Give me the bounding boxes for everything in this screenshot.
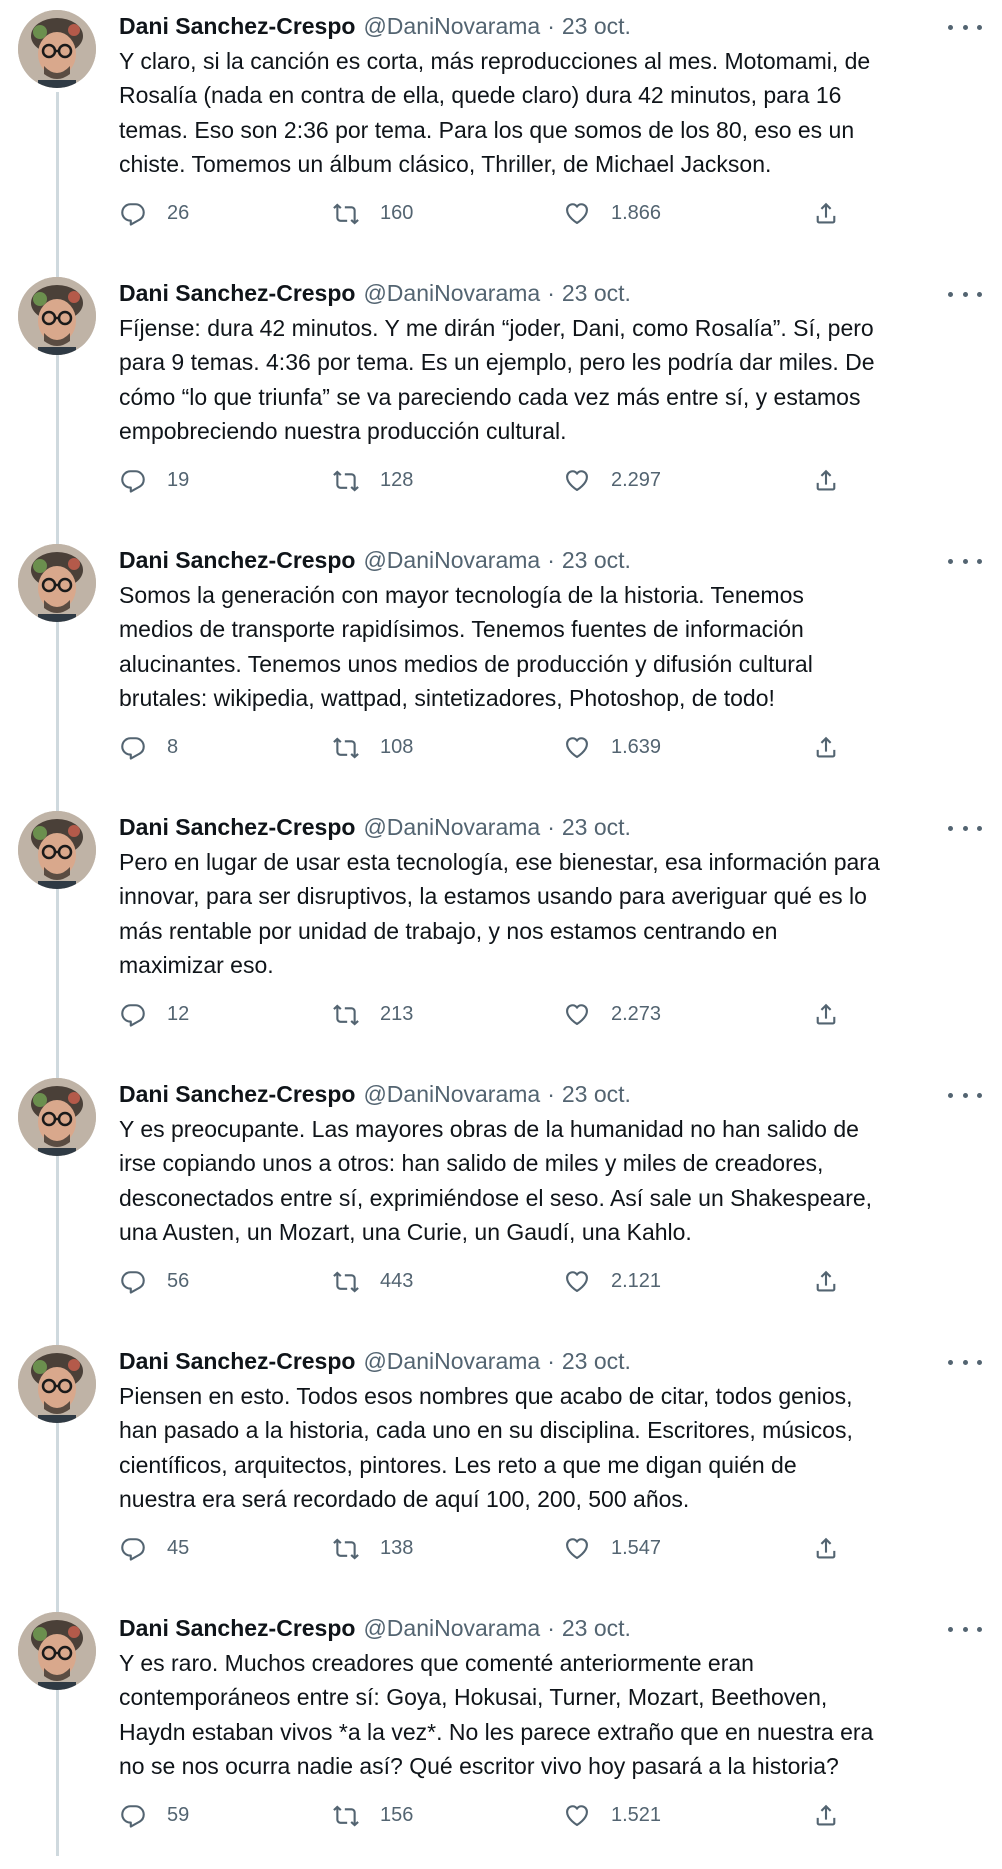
avatar-photo (18, 277, 96, 355)
retweet-icon (332, 1267, 360, 1295)
retweet-button[interactable] (332, 1531, 413, 1565)
reply-count: 26 (167, 201, 190, 224)
like-button[interactable] (563, 1264, 661, 1298)
share-icon (812, 199, 840, 227)
author-handle[interactable]: @DaniNovarama (363, 1348, 541, 1374)
tweet-actions (119, 1798, 859, 1832)
retweet-count: 213 (380, 1002, 414, 1025)
reply-button[interactable] (119, 1264, 189, 1298)
like-icon (563, 1000, 591, 1028)
reply-icon (119, 1801, 147, 1829)
tweet[interactable] (0, 1602, 1002, 1869)
tweet-text: Pero en lugar de usar esta tecnología, ese bienestar, esa información para innovar, para ser disruptivos, la estamos usando para averiguar qué es lo más rentable por unidad de trabajo, y nos estamos centrando en maximizar eso. (119, 849, 880, 979)
reply-button[interactable] (119, 463, 189, 497)
tweet-date[interactable]: 23 oct. (561, 1615, 631, 1641)
tweet[interactable] (0, 534, 1002, 801)
tweet-header (119, 1612, 631, 1644)
more-icon[interactable] (948, 1618, 982, 1640)
tweet-date[interactable]: 23 oct. (561, 13, 631, 39)
avatar[interactable] (18, 10, 96, 88)
avatar-photo (18, 10, 96, 88)
share-icon (812, 1267, 840, 1295)
tweet-date[interactable]: 23 oct. (561, 1348, 631, 1374)
like-icon (563, 733, 591, 761)
retweet-icon (332, 1534, 360, 1562)
reply-button[interactable] (119, 1531, 189, 1565)
reply-button[interactable] (119, 1798, 189, 1832)
header-separator: · (547, 814, 555, 840)
tweet-header (119, 811, 631, 843)
share-icon (812, 1534, 840, 1562)
author-handle[interactable]: @DaniNovarama (363, 814, 541, 840)
tweet-header (119, 277, 631, 309)
avatar-photo (18, 811, 96, 889)
avatar-photo (18, 1078, 96, 1156)
header-separator: · (547, 547, 555, 573)
reply-count: 19 (167, 468, 190, 491)
tweet-text: Y claro, si la canción es corta, más reproducciones al mes. Motomami, de Rosalía (nada en contra de ella, quede claro) dura 42 minutos, para 16 temas. Eso son 2:36 por tema. Para los que somos de los 80, eso es un chiste. Tomemos un álbum clásico, Thriller, de Michael Jackson. (119, 48, 871, 178)
tweet-header (119, 544, 631, 576)
author-handle[interactable]: @DaniNovarama (363, 547, 541, 573)
retweet-icon (332, 1000, 360, 1028)
retweet-count: 128 (380, 468, 414, 491)
share-icon (812, 466, 840, 494)
author-handle[interactable]: @DaniNovarama (363, 13, 541, 39)
tweet-actions (119, 997, 859, 1031)
like-icon (563, 1534, 591, 1562)
retweet-button[interactable] (332, 1798, 413, 1832)
avatar[interactable] (18, 811, 96, 889)
avatar[interactable] (18, 544, 96, 622)
like-button[interactable] (563, 997, 661, 1031)
header-separator: · (547, 280, 555, 306)
reply-count: 45 (167, 1536, 190, 1559)
like-count: 1.547 (611, 1536, 662, 1559)
share-icon (812, 733, 840, 761)
share-icon (812, 1801, 840, 1829)
retweet-count: 108 (380, 735, 414, 758)
like-icon (563, 1267, 591, 1295)
tweet-text: Y es raro. Muchos creadores que comenté anteriormente eran contemporáneos entre sí: Goya, Hokusai, Turner, Mozart, Beethoven, Haydn estaban vivos *a la vez*. No les parece extraño que en nuestra era no se nos ocurra nadie así? Qué escritor vivo hoy pasará a la historia? (119, 1650, 874, 1780)
reply-icon (119, 1267, 147, 1295)
author-name[interactable]: Dani Sanchez-Crespo (119, 280, 356, 306)
header-separator: · (547, 1348, 555, 1374)
author-handle[interactable]: @DaniNovarama (363, 1615, 541, 1641)
retweet-button[interactable] (332, 1264, 413, 1298)
tweet[interactable] (0, 0, 1002, 267)
share-button[interactable] (812, 1798, 840, 1832)
like-button[interactable] (563, 196, 661, 230)
tweet-header (119, 1345, 631, 1377)
tweet-date[interactable]: 23 oct. (561, 814, 631, 840)
tweet[interactable] (0, 267, 1002, 534)
author-handle[interactable]: @DaniNovarama (363, 280, 541, 306)
avatar-photo (18, 1612, 96, 1690)
retweet-count: 443 (380, 1269, 414, 1292)
reply-icon (119, 199, 147, 227)
like-icon (563, 199, 591, 227)
like-icon (563, 1801, 591, 1829)
tweet-text: Piensen en esto. Todos esos nombres que acabo de citar, todos genios, han pasado a la historia, cada uno en su disciplina. Escritores, músicos, científicos, arquitectos, pintores. Les reto a que me digan quién de nuestra era será recordado de aquí 100, 200, 500 años. (119, 1383, 853, 1513)
author-name[interactable]: Dani Sanchez-Crespo (119, 814, 356, 840)
author-name[interactable]: Dani Sanchez-Crespo (119, 1081, 356, 1107)
retweet-button[interactable] (332, 463, 413, 497)
more-icon[interactable] (948, 283, 982, 305)
more-icon[interactable] (948, 817, 982, 839)
tweet-text: Fíjense: dura 42 minutos. Y me dirán “joder, Dani, como Rosalía”. Sí, pero para 9 temas. 4:36 por tema. Es un ejemplo, pero les podría dar miles. De cómo “lo que triunfa” se va pareciendo cada vez más entre sí, y estamos empobreciendo nuestra producción cultural. (119, 315, 875, 445)
share-icon (812, 1000, 840, 1028)
like-count: 1.521 (611, 1803, 662, 1826)
avatar[interactable] (18, 1345, 96, 1423)
tweet-date[interactable]: 23 oct. (561, 547, 631, 573)
header-separator: · (547, 1615, 555, 1641)
like-count: 2.273 (611, 1002, 662, 1025)
like-count: 1.639 (611, 735, 662, 758)
tweet-actions (119, 196, 859, 230)
avatar[interactable] (18, 1078, 96, 1156)
share-button[interactable] (812, 730, 840, 764)
tweet-actions (119, 1264, 859, 1298)
share-button[interactable] (812, 1264, 840, 1298)
retweet-count: 138 (380, 1536, 414, 1559)
author-handle[interactable]: @DaniNovarama (363, 1081, 541, 1107)
tweet-header (119, 10, 631, 42)
author-name[interactable]: Dani Sanchez-Crespo (119, 547, 356, 573)
avatar[interactable] (18, 277, 96, 355)
reply-icon (119, 466, 147, 494)
reply-icon (119, 1000, 147, 1028)
more-icon[interactable] (948, 16, 982, 38)
retweet-button[interactable] (332, 196, 413, 230)
avatar-photo (18, 1345, 96, 1423)
like-button[interactable] (563, 1531, 661, 1565)
tweet-text: Y es preocupante. Las mayores obras de la humanidad no han salido de irse copiando unos a otros: han salido de miles y miles de creadores, desconectados entre sí, exprimiéndose el seso. Así sale un Shakespeare, una Austen, un Mozart, una Curie, un Gaudí, una Kahlo. (119, 1116, 873, 1246)
retweet-button[interactable] (332, 997, 413, 1031)
tweet[interactable] (0, 1068, 1002, 1335)
tweet-actions (119, 730, 859, 764)
tweet-actions (119, 463, 859, 497)
retweet-icon (332, 1801, 360, 1829)
more-icon[interactable] (948, 1351, 982, 1373)
retweet-button[interactable] (332, 730, 413, 764)
author-name[interactable]: Dani Sanchez-Crespo (119, 1348, 356, 1374)
reply-icon (119, 733, 147, 761)
header-separator: · (547, 1081, 555, 1107)
tweet[interactable] (0, 801, 1002, 1068)
author-name[interactable]: Dani Sanchez-Crespo (119, 1615, 356, 1641)
share-button[interactable] (812, 1531, 840, 1565)
more-icon[interactable] (948, 1084, 982, 1106)
reply-button[interactable] (119, 730, 178, 764)
retweet-icon (332, 466, 360, 494)
like-button[interactable] (563, 1798, 661, 1832)
avatar-photo (18, 544, 96, 622)
retweet-icon (332, 199, 360, 227)
tweet-date[interactable]: 23 oct. (561, 1081, 631, 1107)
share-button[interactable] (812, 997, 840, 1031)
author-name[interactable]: Dani Sanchez-Crespo (119, 13, 356, 39)
reply-icon (119, 1534, 147, 1562)
like-button[interactable] (563, 730, 661, 764)
header-separator: · (547, 13, 555, 39)
share-button[interactable] (812, 463, 840, 497)
tweet-actions (119, 1531, 859, 1565)
avatar[interactable] (18, 1612, 96, 1690)
reply-count: 56 (167, 1269, 190, 1292)
tweet[interactable] (0, 1335, 1002, 1602)
more-icon[interactable] (948, 550, 982, 572)
reply-button[interactable] (119, 997, 189, 1031)
reply-count: 8 (167, 735, 179, 758)
tweet-date[interactable]: 23 oct. (561, 280, 631, 306)
reply-count: 12 (167, 1002, 190, 1025)
like-count: 1.866 (611, 201, 662, 224)
tweet-header (119, 1078, 631, 1110)
reply-count: 59 (167, 1803, 190, 1826)
tweet-text: Somos la generación con mayor tecnología de la historia. Tenemos medios de transporte rapidísimos. Tenemos fuentes de información alucinantes. Tenemos unos medios de producción y difusión cultural brutales: wikipedia, wattpad, sintetizadores, Photoshop, de todo! (119, 582, 813, 712)
like-count: 2.297 (611, 468, 662, 491)
retweet-icon (332, 733, 360, 761)
like-icon (563, 466, 591, 494)
retweet-count: 160 (380, 201, 414, 224)
retweet-count: 156 (380, 1803, 414, 1826)
like-count: 2.121 (611, 1269, 662, 1292)
share-button[interactable] (812, 196, 840, 230)
reply-button[interactable] (119, 196, 189, 230)
like-button[interactable] (563, 463, 661, 497)
